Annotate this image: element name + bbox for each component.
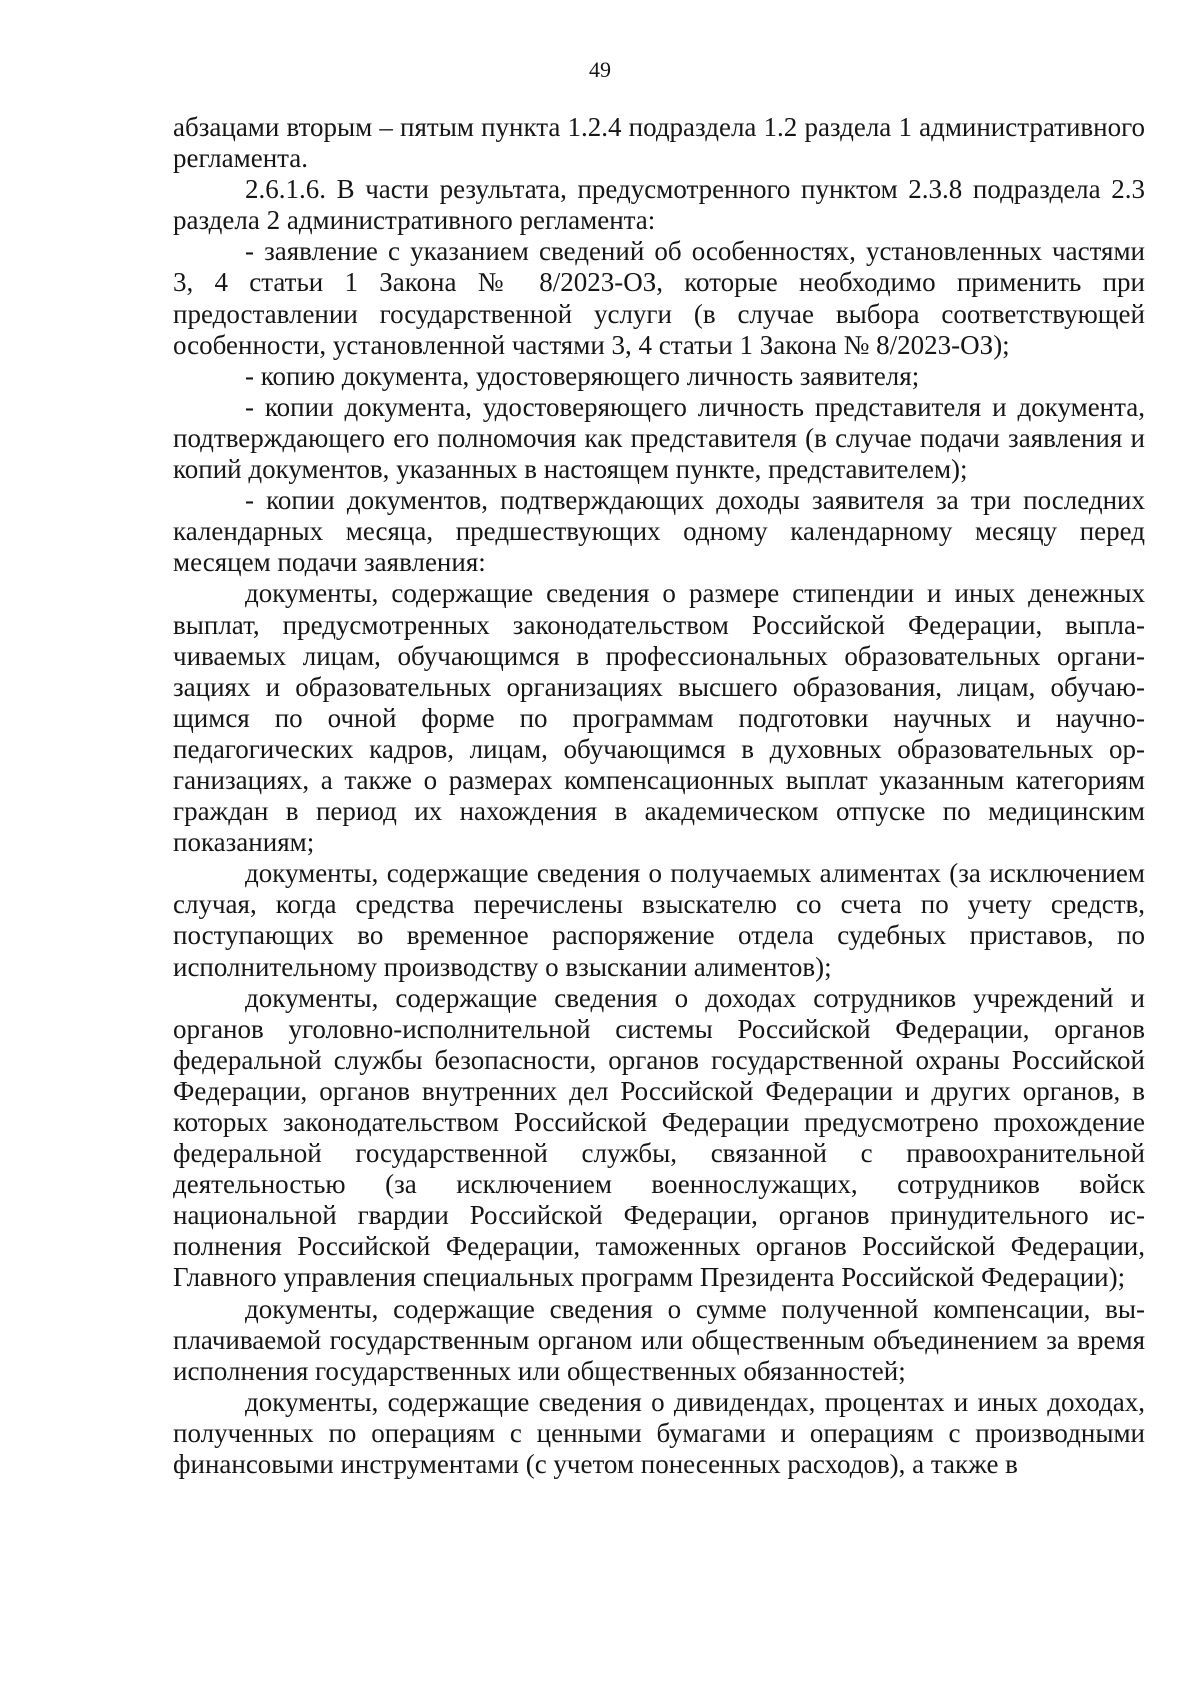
- document-body: [173, 112, 1145, 1480]
- paragraph: документы, содержащие сведения о доходах сотрудников учреждений и органов уголовно-исполнительной системы Российской Федерации, органов федеральной службы безопасности, органов государственной охраны Российской Федерации, органов внутренних дел Российской Федерации и других органов, в которых законодательством Российской Федерации предусмотрено прохождение федеральной государственной службы, связанной с правоохранительной деятельностью (за исключением военнослужащих, сотрудников войск национальной гвардии Российской Федерации, органов принудительного исполнения Российской Федерации, таможенных органов Российской Федерации, Главного управления специальных программ Президента Российской Федерации);: [173, 982, 1145, 1293]
- paragraph: документы, содержащие сведения о дивидендах, процентах и иных доходах, полученных по операциям с ценными бумагами и операциям с производными финансовыми инструментами (с учетом понесенных расходов), а также в: [173, 1386, 1145, 1480]
- paragraph: документы, содержащие сведения о получаемых алиментах (за исключением случая, когда средства перечислены взыскателю со счета по учету средств, поступающих во временное распоряжение отдела судебных приставов, по исполнительному производству о взыскании алиментов);: [173, 858, 1145, 982]
- paragraph: 2.6.1.6. В части результата, предусмотренного пунктом 2.3.8 подраздела 2.3 раздела 2 административного регламента:: [173, 174, 1145, 236]
- paragraph: абзацами вторым – пятым пункта 1.2.4 подраздела 1.2 раздела 1 административного регламента.: [173, 112, 1145, 174]
- page-number: 49: [589, 57, 611, 82]
- paragraph: - копии документа, удостоверяющего личность представителя и документа, подтверждающего его полномочия как представителя (в случае подачи заявления и копий документов, указанных в настоящем пункте, представителем);: [173, 391, 1145, 485]
- paragraph: - заявление с указанием сведений об особенностях, установленных частями 3, 4 статьи 1 Закона № 8/2023-ОЗ, которые необходимо применить при предоставлении государственной услуги (в случае выбора соответствующей особенности, установленной частями 3, 4 статьи 1 Закона № 8/2023-ОЗ);: [173, 236, 1145, 360]
- paragraph: документы, содержащие сведения о размере стипендии и иных денежных выплат, предусмотренных законодательством Российской Федерации, выплачиваемых лицам, обучающимся в профессиональных образовательных организациях и образовательных организациях высшего образования, лицам, обучающимся по очной форме по программам подготовки научных и научно-педагогических кадров, лицам, обучающимся в духовных образовательных организациях, а также о размерах компенсационных выплат указанным категориям граждан в период их нахождения в академическом отпуске по медицинским показаниям;: [173, 578, 1145, 858]
- paragraph: - копию документа, удостоверяющего личность заявителя;: [245, 360, 920, 391]
- paragraph: документы, содержащие сведения о сумме полученной компенсации, выплачиваемой государственным органом или общественным объединением за время исполнения государственных или общественных обязанностей;: [173, 1293, 1145, 1386]
- paragraph: - копии документов, подтверждающих доходы заявителя за три последних календарных месяца, предшествующих одному календарному месяцу перед месяцем подачи заявления:: [173, 485, 1145, 578]
